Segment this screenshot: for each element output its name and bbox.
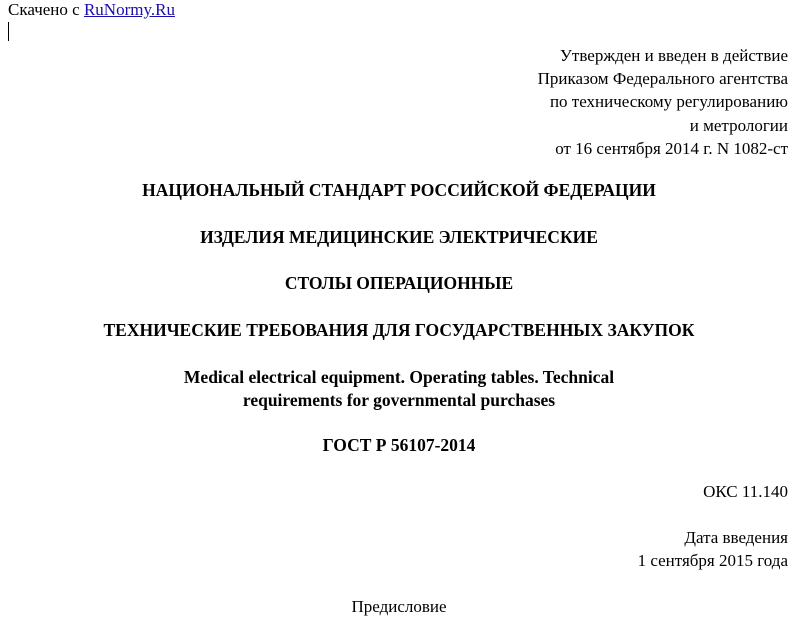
oks-code: ОКС 11.140 xyxy=(703,482,788,501)
introduction-date-value: 1 сентября 2015 года xyxy=(637,551,788,570)
introduction-date-block xyxy=(638,526,788,572)
standard-title: НАЦИОНАЛЬНЫЙ СТАНДАРТ РОССИЙСКОЙ ФЕДЕРАЦИИ xyxy=(142,180,656,200)
approval-line: по техническому регулированию xyxy=(549,92,788,112)
source-link[interactable]: RuNormy.Ru xyxy=(83,0,175,19)
source-note xyxy=(8,0,175,21)
english-title xyxy=(0,366,790,411)
approval-line: Утвержден и введен в действие xyxy=(559,46,788,65)
english-title-line: Medical electrical equipment. Operating tables. Technical xyxy=(183,367,615,387)
product-category-title: ИЗДЕЛИЯ МЕДИЦИНСКИЕ ЭЛЕКТРИЧЕСКИЕ xyxy=(200,227,598,247)
approval-line: и метрологии xyxy=(689,115,788,135)
text-cursor xyxy=(8,22,9,41)
requirements-title: ТЕХНИЧЕСКИЕ ТРЕБОВАНИЯ ДЛЯ ГОСУДАРСТВЕННЫХ ЗАКУПОК xyxy=(103,320,695,340)
approval-line: от 16 сентября 2014 г. N 1082-ст xyxy=(555,138,788,158)
approval-block xyxy=(368,44,788,160)
gost-number: ГОСТ Р 56107-2014 xyxy=(322,435,476,455)
approval-line: Приказом Федерального агентства xyxy=(537,69,788,89)
preface-heading: Предисловие xyxy=(351,597,447,616)
source-note-prefix: Скачено с xyxy=(8,0,84,19)
english-title-line: requirements for governmental purchases xyxy=(242,389,556,410)
product-title: СТОЛЫ ОПЕРАЦИОННЫЕ xyxy=(284,273,514,293)
introduction-date-label: Дата введения xyxy=(684,528,788,547)
